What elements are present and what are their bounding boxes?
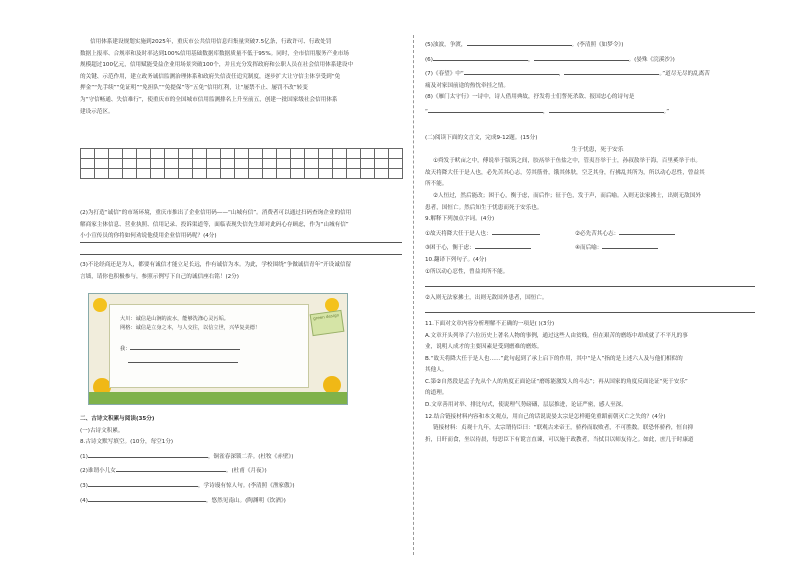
poem-num: (6) xyxy=(425,56,433,63)
q10-item: ②入则无法家拂士，出则无敌国外患者，国恒亡。 xyxy=(425,294,548,301)
passage-line: 患者，国恒亡。然后知生于忧患而死于安乐也。 xyxy=(425,204,543,211)
intro-line: 的关键、示范作用，建立政务诚信监测治理体系和政府失信责任追究制度，逐步扩大让守信主体享受到“免 xyxy=(80,73,341,80)
intro-line: 信用体系建设规划实施到2025年，重庆市公共信用信息归集量突破7.5亿条，行政许可、行政处罚 xyxy=(90,39,332,45)
writing-grid[interactable] xyxy=(80,148,403,179)
reading-heading: (二)阅读下面的文言文，完成9-12题。(15分) xyxy=(425,135,538,141)
question-12: 12.结合链接材料内容和本文观点，用自己的话说说晏太宗是怎样避免重蹈前朝灭亡之失的？(4分) xyxy=(425,413,666,420)
answer-blank[interactable] xyxy=(425,278,755,287)
poem-sep: ， xyxy=(527,56,534,63)
grass-border xyxy=(89,392,347,404)
poem-line-8b xyxy=(425,104,770,119)
poem-line-4 xyxy=(80,493,400,508)
q9-row xyxy=(425,226,770,241)
poetry-section xyxy=(80,414,400,507)
poem-head: (7)《春望》中“ xyxy=(425,71,464,78)
link-material-line: 折，日旰而食，坐以待晨，每思臣下有谠言直谏，可以施于政教者，当拭目以师友待之。如此，庶几于时康道 xyxy=(425,436,694,443)
poem-continued xyxy=(425,37,770,119)
answer-blank[interactable] xyxy=(116,463,226,472)
poem-line-7b: 痛及对家国前途的热忱牵挂之情。 xyxy=(425,82,509,89)
passage-line: 故天将降大任于是人也，必先苦其心志，劳其筋骨，饿其体肤，空乏其身，行拂乱其所为，所以动心忍性，曾益其 xyxy=(425,169,705,176)
poem-line-5 xyxy=(425,37,770,52)
design-badge: green design xyxy=(310,310,345,336)
answer-blank[interactable] xyxy=(88,493,206,502)
poem-tail: ，学诗谩有惊人句。(李清照《渔家傲》) xyxy=(197,482,295,489)
answer-blank[interactable] xyxy=(425,304,755,313)
answer-blank[interactable] xyxy=(88,478,198,487)
answer-blank[interactable] xyxy=(549,104,664,113)
section-subheading: (一)古诗文积累。 xyxy=(80,427,124,434)
poem-num: (3) xyxy=(80,482,88,489)
poem-head: (2)谁谓小儿女 xyxy=(80,468,116,475)
answer-blank[interactable] xyxy=(602,240,658,249)
answer-blank[interactable] xyxy=(492,226,540,235)
left-column xyxy=(80,0,400,562)
question-8-heading: 8.古诗文默写填空。(10分，每空1分) xyxy=(80,439,174,446)
answer-blank[interactable] xyxy=(619,226,675,235)
answer-blank[interactable] xyxy=(428,104,543,113)
intro-line: 为“守信畅通、失信难行”，使重庆市的全国城市信用监测排名上升至前五，创建一批国家级社会信用体系 xyxy=(80,96,338,103)
passage-line: ②人恒过，然后能改；困于心，衡于虑，而后作；征于色，发于声，而后喻。入则无法家拂士，出则无敌国外 xyxy=(433,192,701,199)
poem-tail: 。(晏殊《浣溪沙》) xyxy=(628,56,675,63)
example-2: 网格：诚信是立身之本，与人交往，以信立世，兴华复美德！ xyxy=(120,325,261,331)
answer-blank[interactable] xyxy=(433,52,528,61)
quote-open: “ xyxy=(425,108,428,115)
answer-line[interactable] xyxy=(80,242,402,243)
passage-line: ①舜发于畎亩之中，傅说举于版筑之间，胶鬲举于鱼盐之中，管夷吾举于士，孙叔敖举于海，百里奚举于市。 xyxy=(433,158,701,165)
answer-blank[interactable] xyxy=(534,52,629,61)
q11-option: C.第②自然段是孟子先从个人的角度正面论证“磨练能激发人的斗志”；再从国家的角度反面论证“死于安乐” xyxy=(425,378,688,385)
answer-line[interactable] xyxy=(80,254,402,255)
reading-section xyxy=(425,133,770,446)
q9-row xyxy=(425,240,770,255)
answer-blank[interactable] xyxy=(467,37,572,46)
q9-item: ③困于心，衡于虑： xyxy=(425,245,475,252)
poem-line-7 xyxy=(425,66,770,81)
poem-line-1 xyxy=(80,449,400,464)
intro-paragraph xyxy=(80,37,400,118)
me-label: 我： xyxy=(120,346,131,352)
answer-blank[interactable] xyxy=(128,354,238,363)
poem-sep: ， xyxy=(558,71,565,78)
q11-option: A.文章开头列举了六位历史上著名人物的事例，通过这些人由贫贱，但在艰苦的磨练中却成就了不平凡的事 xyxy=(425,332,688,339)
example-1: 大川：诚信是山涧的流水，能够洗涤心灵污垢。 xyxy=(120,316,229,322)
quote-close: 。” xyxy=(663,108,670,115)
q2-line: 小小宣传员的你将如何劝说他使用企业信用码呢？(4分) xyxy=(80,233,217,240)
poem-num: (1) xyxy=(80,453,88,460)
me-line xyxy=(110,341,308,354)
question-2 xyxy=(80,208,400,243)
column-divider xyxy=(413,35,414,555)
intro-line: 建设示范区。 xyxy=(80,108,114,115)
intro-line: 押金”“先手续”“免证明”“免担队”“免提保”等“五免”信用红利，让“屡禁不止、屡罚不改”转变 xyxy=(80,85,308,92)
answer-blank[interactable] xyxy=(475,240,531,249)
poem-tail: 。”道尽无尽的乱离苦 xyxy=(659,71,710,78)
poem-num: (4) xyxy=(80,497,88,504)
poem-line-8: (8)《雁门太守行》一诗中，诗人借用典故，抒发将士们誓死杀敌、报国忠心的诗句是 xyxy=(425,94,635,101)
poem-tail: 。(杜甫《月夜》) xyxy=(225,468,267,475)
card-inner xyxy=(109,304,309,388)
right-column xyxy=(425,0,770,562)
intro-line: 数据上报率、合规率和及时率达到100%信用基础数据库数据质量不低于95%。同时，全市信用服务产业市场 xyxy=(80,50,349,57)
poem-tail: ，铜雀春深锁二乔。(杜牧《赤壁》) xyxy=(207,453,294,460)
passage-line: 所不能。 xyxy=(425,181,448,188)
question-10: 10.翻译下列句子。(4分) xyxy=(425,256,487,263)
question-3 xyxy=(80,260,400,283)
passage-title: 生于忧患，死于安乐 xyxy=(571,146,624,153)
question-11: 11.下面对文章内容分析理解不正确的一项是( )(3分) xyxy=(425,320,555,327)
q11-option: D.文章善用对举、排比句式，使说理气势磅礴，层层推进，论证严密，感人至深。 xyxy=(425,402,627,409)
answer-blank[interactable] xyxy=(564,66,659,75)
q2-line: 解商家主体信息、营业执照、信用记录、投诉渠道等，面临表现失信先生却对此码心存顾虑，作为“山城有信” xyxy=(80,221,349,228)
example-card xyxy=(88,293,348,405)
q3-line: 言墙，请你也积极参与，参照示例写下自己的诚信座右铭！(2分) xyxy=(80,273,239,280)
poem-head: (5)浊波，争渡， xyxy=(425,42,467,48)
q9-item: ①故天将降大任于是人也： xyxy=(425,230,492,237)
poem-line-6 xyxy=(425,52,770,67)
answer-blank[interactable] xyxy=(464,66,559,75)
intro-line: 规模超过100亿元，信用赋能受益企业用场景突破100个，并且充分发挥政府和公职人员在社会信用体系建设中 xyxy=(80,62,354,69)
q10-item: ①所以动心忍性，曾益其所不能。 xyxy=(425,268,509,275)
section-heading: 二、古诗文积累与阅读(35分) xyxy=(80,416,155,422)
q9-item: ②必先苦其心志： xyxy=(575,230,620,237)
answer-blank[interactable] xyxy=(88,449,208,458)
answer-blank[interactable] xyxy=(130,341,240,350)
q11-option: 业，说明人成才的主要因素是受到磨难的磨炼。 xyxy=(425,344,543,351)
sunflower-icon xyxy=(93,298,107,312)
link-material-line: 链接材料：贞观十九年，太宗谓侍臣曰：“联观古来帝王，骄矜而取败者，不可胜数。联恐怀骄矜，恒自抑 xyxy=(433,425,694,432)
q9-item: ④而后喻： xyxy=(575,245,603,252)
q2-line: (2)为打造“诚信”的市场环境，重庆市推出了企业信用码——“山城有信”。消费者可以通过扫码查询企业的信用 xyxy=(80,210,352,216)
poem-tail: ，悠然见南山。(陶渊明《饮酒》) xyxy=(205,497,286,504)
question-9: 9.解释下列加点字词。(4分) xyxy=(425,216,495,223)
q11-option: 的道理。 xyxy=(425,390,448,397)
poem-tail: 。(李清照《如梦令》) xyxy=(571,42,624,48)
q11-option: B.“故天将降大任于是人也……”此句起到了承上启下的作用，其中“是人”指的是上述六人及与他们相似的 xyxy=(425,355,683,362)
poem-sep: ， xyxy=(542,108,549,115)
poem-line-2 xyxy=(80,463,400,478)
poem-line-3 xyxy=(80,478,400,493)
q11-option: 其他人。 xyxy=(425,367,448,374)
q3-line: (3)不论经商还是为人，都要有诚信才能立足长远，作有诚信为本。为此，学校围绕“争做诚信青年”开设诚信留 xyxy=(80,262,352,268)
